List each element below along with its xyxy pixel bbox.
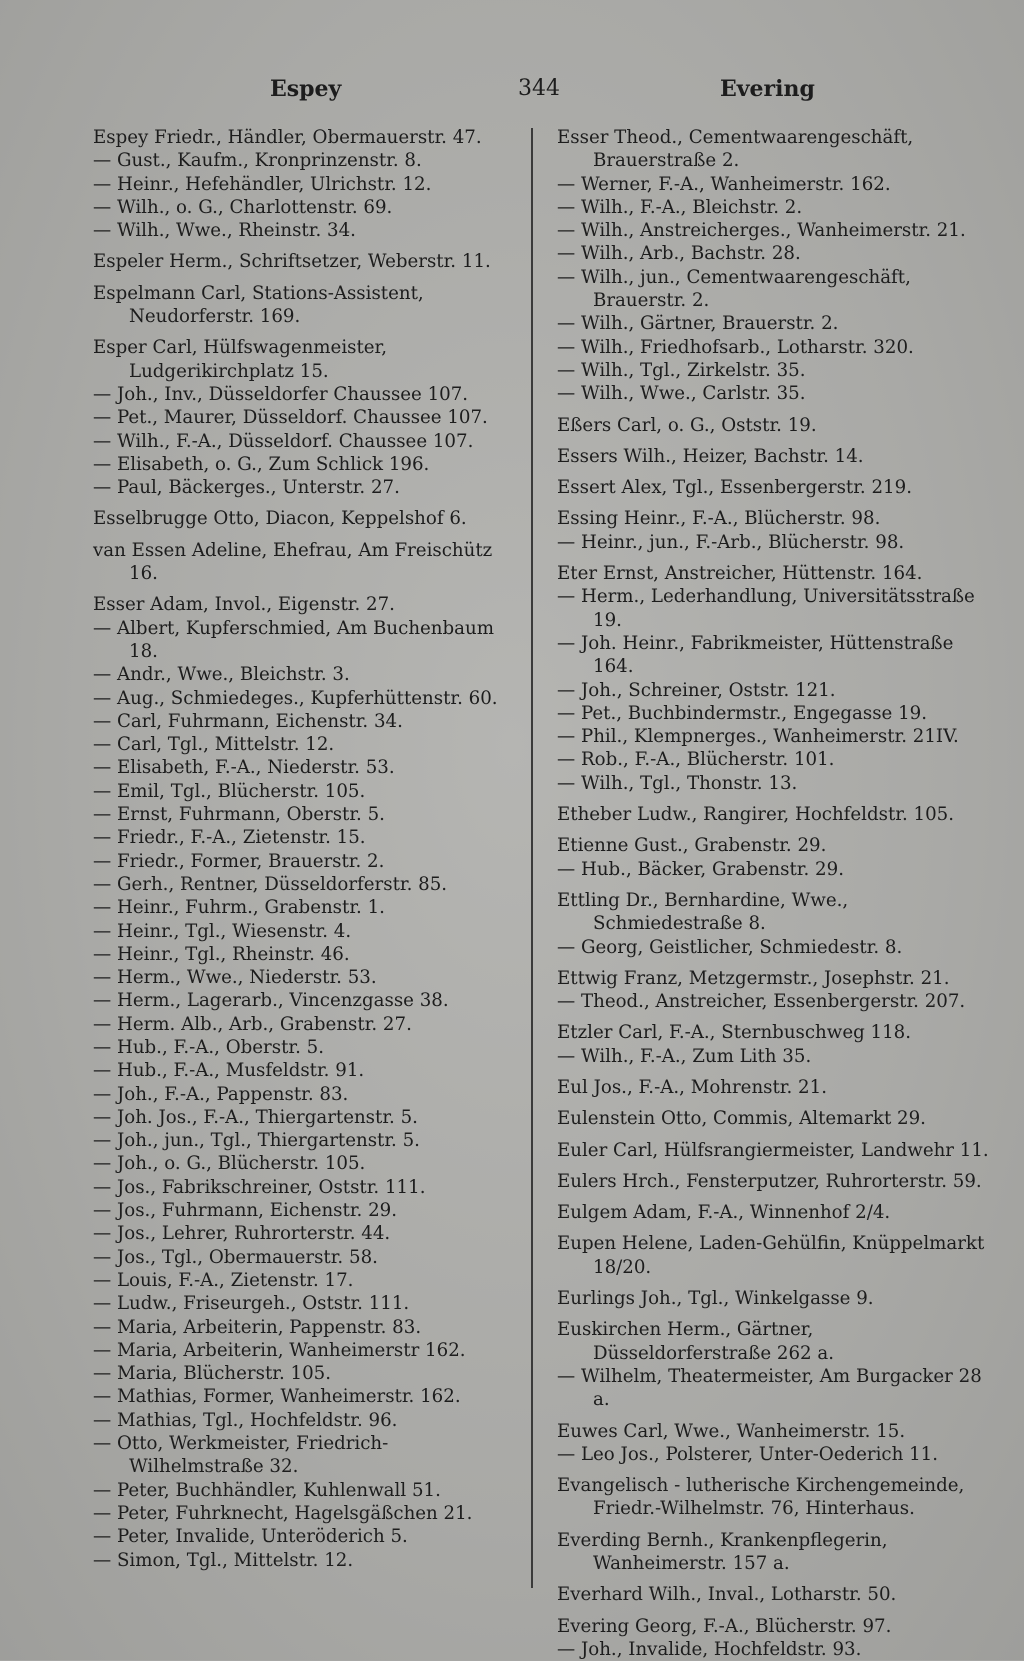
directory-entry: Ettwig Franz, Metzgermstr., Josephstr. 21. <box>557 967 950 989</box>
column-divider <box>531 128 533 1588</box>
directory-entry: — Gust., Kaufm., Kronprinzenstr. 8. <box>93 150 422 172</box>
directory-entry: Esselbrugge Otto, Diacon, Keppelshof 6. <box>93 508 467 530</box>
directory-entry: Euler Carl, Hülfsrangiermeister, Landwehr 11. <box>557 1139 989 1161</box>
directory-entry: Essert Alex, Tgl., Essenbergerstr. 219. <box>557 477 912 499</box>
directory-entry: Essing Heinr., F.-A., Blücherstr. 98. <box>557 508 881 530</box>
directory-entry: — Wilh., F.-A., Düsseldorf. Chaussee 107. <box>93 430 474 452</box>
directory-entry: Euwes Carl, Wwe., Wanheimerstr. 15. <box>557 1420 906 1442</box>
directory-entry: — Ludw., Friseurgeh., Oststr. 111. <box>93 1293 410 1315</box>
page-header <box>0 76 1024 110</box>
directory-entry: — Peter, Buchhändler, Kuhlenwall 51. <box>93 1479 441 1501</box>
header-right-keyword: Evering <box>720 76 815 102</box>
directory-entry: — Paul, Bäckerges., Unterstr. 27. <box>93 477 400 499</box>
directory-entry: — Maria, Arbeiterin, Wanheimerstr 162. <box>93 1339 466 1361</box>
directory-entry: — Herm., Wwe., Niederstr. 53. <box>93 967 377 989</box>
directory-entry: — Wilh., Friedhofsarb., Lotharstr. 320. <box>557 336 914 358</box>
directory-entry: Essers Wilh., Heizer, Bachstr. 14. <box>557 445 864 467</box>
directory-entry: — Theod., Anstreicher, Essenbergerstr. 207. <box>557 991 966 1013</box>
directory-entry: — Joh., o. G., Blücherstr. 105. <box>93 1153 366 1175</box>
directory-entry: Euskirchen Herm., Gärtner, Düsseldorferstraße 262 a. <box>557 1319 835 1364</box>
directory-entry: — Herm. Alb., Arb., Grabenstr. 27. <box>93 1013 412 1035</box>
right-column <box>557 126 989 1661</box>
directory-entry: — Gerh., Rentner, Düsseldorferstr. 85. <box>93 873 448 895</box>
directory-entry: — Heinr., Hefehändler, Ulrichstr. 12. <box>93 173 432 195</box>
directory-entry: Eurlings Joh., Tgl., Winkelgasse 9. <box>557 1288 874 1310</box>
directory-entry: Everding Bernh., Krankenpflegerin, Wanheimerstr. 157 a. <box>557 1529 894 1575</box>
directory-entry: Etienne Gust., Grabenstr. 29. <box>557 835 827 857</box>
directory-entry: — Maria, Blücherstr. 105. <box>93 1363 331 1385</box>
directory-entry: — Heinr., Tgl., Wiesenstr. 4. <box>93 920 352 942</box>
directory-entry: Eulgem Adam, F.-A., Winnenhof 2/4. <box>557 1202 891 1224</box>
directory-entry: — Otto, Werkmeister, Friedrich-Wilhelmstraße 32. <box>93 1433 389 1478</box>
directory-entry: — Hub., Bäcker, Grabenstr. 29. <box>557 858 844 880</box>
directory-entry: Evangelisch - lutherische Kirchengemeinde, Friedr.-Wilhelmstr. 76, Hinterhaus. <box>557 1475 971 1520</box>
directory-entry: — Joh., Invalide, Hochfeldstr. 93. <box>557 1638 862 1660</box>
directory-entry: Eulers Hrch., Fensterputzer, Ruhrorterstr. 59. <box>557 1170 982 1192</box>
directory-entry: — Louis, F.-A., Zietenstr. 17. <box>93 1269 354 1291</box>
directory-entry: — Ernst, Fuhrmann, Oberstr. 5. <box>93 804 385 826</box>
directory-entry: — Friedr., Former, Brauerstr. 2. <box>93 850 385 872</box>
directory-entry: — Elisabeth, F.-A., Niederstr. 53. <box>93 757 395 779</box>
directory-entry: — Jos., Fabrikschreiner, Oststr. 111. <box>93 1176 426 1198</box>
directory-entry: — Heinr., Tgl., Rheinstr. 46. <box>93 943 350 965</box>
directory-entry: — Mathias, Former, Wanheimerstr. 162. <box>93 1386 461 1408</box>
directory-entry: — Peter, Invalide, Unteröderich 5. <box>93 1526 408 1548</box>
directory-entry: — Albert, Kupferschmied, Am Buchenbaum 18. <box>93 617 500 662</box>
directory-entry: — Jos., Lehrer, Ruhrorterstr. 44. <box>93 1223 391 1245</box>
directory-entry: — Herm., Lederhandlung, Universitätsstraße 19. <box>557 586 981 631</box>
directory-entry: — Wilh., F.-A., Bleichstr. 2. <box>557 196 803 218</box>
directory-entry: — Hub., F.-A., Musfeldstr. 91. <box>93 1060 365 1082</box>
directory-entry: — Wilh., o. G., Charlottenstr. 69. <box>93 196 393 218</box>
directory-entry: — Herm., Lagerarb., Vincenzgasse 38. <box>93 990 449 1012</box>
directory-entry: — Friedr., F.-A., Zietenstr. 15. <box>93 827 366 849</box>
directory-entry: Etzler Carl, F.-A., Sternbuschweg 118. <box>557 1022 912 1044</box>
directory-entry: — Wilh., Gärtner, Brauerstr. 2. <box>557 313 839 335</box>
directory-entry: van Essen Adeline, Ehefrau, Am Freischütz 16. <box>93 539 499 585</box>
directory-entry: Evering Georg, F.-A., Blücherstr. 97. <box>557 1615 892 1637</box>
page-number: 344 <box>518 76 560 101</box>
directory-entry: Eul Jos., F.-A., Mohrenstr. 21. <box>557 1076 827 1098</box>
directory-entry: — Joh., jun., Tgl., Thiergartenstr. 5. <box>93 1130 420 1152</box>
directory-entry: — Maria, Arbeiterin, Pappenstr. 83. <box>93 1316 422 1338</box>
directory-entry: Eulenstein Otto, Commis, Altemarkt 29. <box>557 1108 926 1130</box>
directory-entry: — Wilhelm, Theatermeister, Am Burgacker 28 a. <box>557 1365 988 1411</box>
directory-entry: — Joh., Schreiner, Oststr. 121. <box>557 679 836 701</box>
directory-entry: — Joh. Jos., F.-A., Thiergartenstr. 5. <box>93 1106 418 1128</box>
directory-entry: — Pet., Maurer, Düsseldorf. Chaussee 107. <box>93 407 488 429</box>
directory-entry: — Wilh., Wwe., Carlstr. 35. <box>557 383 806 405</box>
left-column <box>93 126 508 1572</box>
directory-entry: Etheber Ludw., Rangirer, Hochfeldstr. 105. <box>557 804 955 826</box>
directory-entry: — Wilh., F.-A., Zum Lith 35. <box>557 1045 812 1067</box>
directory-entry: Espelmann Carl, Stations-Assistent, Neudorferstr. 169. <box>93 282 430 328</box>
header-left-keyword: Espey <box>270 76 342 102</box>
directory-entry: — Pet., Buchbindermstr., Engegasse 19. <box>557 702 927 724</box>
directory-entry: — Wilh., Arb., Bachstr. 28. <box>557 243 801 265</box>
directory-entry: — Joh., Inv., Düsseldorfer Chaussee 107. <box>93 383 469 405</box>
directory-entry: — Mathias, Tgl., Hochfeldstr. 96. <box>93 1409 398 1431</box>
directory-entry: — Carl, Fuhrmann, Eichenstr. 34. <box>93 710 403 732</box>
directory-entry: — Jos., Fuhrmann, Eichenstr. 29. <box>93 1200 397 1222</box>
directory-entry: — Wilh., Tgl., Thonstr. 13. <box>557 772 798 794</box>
directory-entry: — Heinr., Fuhrm., Grabenstr. 1. <box>93 897 385 919</box>
directory-entry: — Wilh., Tgl., Zirkelstr. 35. <box>557 359 806 381</box>
directory-entry: Esser Adam, Invol., Eigenstr. 27. <box>93 594 395 616</box>
directory-entry: — Hub., F.-A., Oberstr. 5. <box>93 1036 324 1058</box>
directory-entry: — Andr., Wwe., Bleichstr. 3. <box>93 664 350 686</box>
directory-entry: Eßers Carl, o. G., Oststr. 19. <box>557 414 817 436</box>
directory-entry: Eter Ernst, Anstreicher, Hüttenstr. 164. <box>557 563 923 585</box>
directory-entry: — Werner, F.-A., Wanheimerstr. 162. <box>557 173 891 195</box>
directory-entry: — Peter, Fuhrknecht, Hagelsgäßchen 21. <box>93 1502 473 1524</box>
directory-entry: — Wilh., jun., Cementwaarengeschäft, Brauerstr. 2. <box>557 266 917 312</box>
directory-entry: — Simon, Tgl., Mittelstr. 12. <box>93 1549 354 1571</box>
directory-entry: — Wilh., Anstreicherges., Wanheimerstr. 21. <box>557 220 966 242</box>
directory-entry: — Joh., F.-A., Pappenstr. 83. <box>93 1083 349 1105</box>
directory-entry: Espeler Herm., Schriftsetzer, Weberstr. 11. <box>93 251 491 273</box>
directory-entry: Esper Carl, Hülfswagenmeister, Ludgerikirchplatz 15. <box>93 337 393 382</box>
directory-entry: — Leo Jos., Polsterer, Unter-Oederich 11. <box>557 1443 938 1465</box>
directory-entry: — Emil, Tgl., Blücherstr. 105. <box>93 780 366 802</box>
directory-entry: — Georg, Geistlicher, Schmiedestr. 8. <box>557 936 903 958</box>
directory-entry: Eupen Helene, Laden-Gehülfin, Knüppelmarkt 18/20. <box>557 1233 991 1278</box>
directory-entry: — Heinr., jun., F.-Arb., Blücherstr. 98. <box>557 531 905 553</box>
directory-entry: — Jos., Tgl., Obermauerstr. 58. <box>93 1246 378 1268</box>
directory-entry: Espey Friedr., Händler, Obermauerstr. 47. <box>93 127 482 148</box>
directory-entry: — Elisabeth, o. G., Zum Schlick 196. <box>93 453 430 475</box>
directory-entry: — Rob., F.-A., Blücherstr. 101. <box>557 749 835 771</box>
directory-entry: Esser Theod., Cementwaarengeschäft, Brauerstraße 2. <box>557 127 919 172</box>
directory-entry: — Wilh., Wwe., Rheinstr. 34. <box>93 220 356 242</box>
directory-entry: — Joh. Heinr., Fabrikmeister, Hüttenstraße 164. <box>557 632 960 678</box>
directory-entry: — Phil., Klempnerges., Wanheimerstr. 21IV. <box>557 726 959 748</box>
directory-entry: — Carl, Tgl., Mittelstr. 12. <box>93 734 335 756</box>
directory-entry: Ettling Dr., Bernhardine, Wwe., Schmiedestraße 8. <box>557 889 854 935</box>
directory-entry: Everhard Wilh., Inval., Lotharstr. 50. <box>557 1584 897 1606</box>
directory-entry: — Aug., Schmiedeges., Kupferhüttenstr. 60. <box>93 687 498 709</box>
